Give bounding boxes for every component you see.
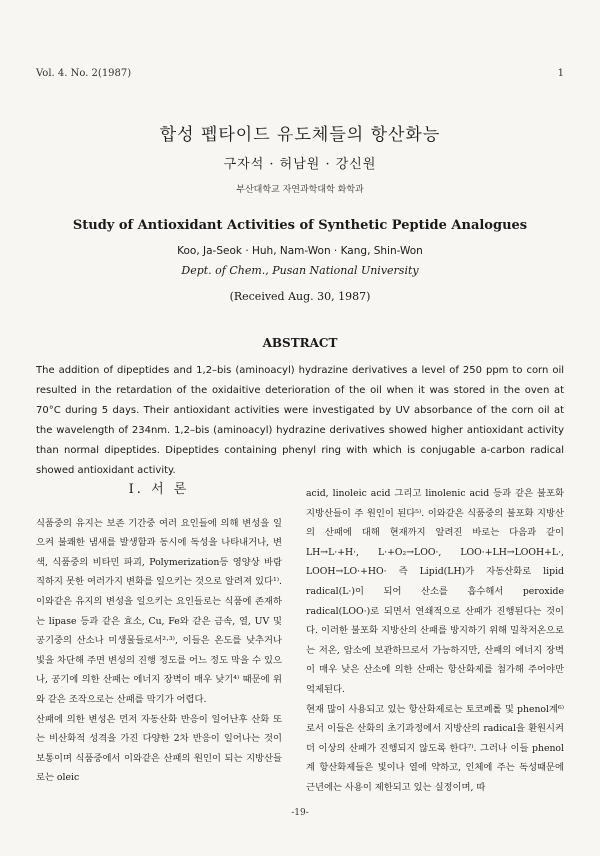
left-column [36,480,282,788]
english-title: Study of Antioxidant Activities of Synthetic Peptide Analogues [72,218,528,233]
left-paragraph-1: 식품중의 유지는 보존 기간중 여러 요인들에 의해 변성을 일으켜 불쾌한 냄새를 발생함과 동시에 독성을 나타내거나, 변색, 식품중의 비타민 파괴, Polymerization등 영양상 바람직하지 못한 여러가지 변화를 일으키는 것으로 알려져 있다¹⁾. 이와같은 유지의 변성을 일으키는 요인들로는 식품에 존재하는 lipase 등과 같은 효소, Cu, Fe와 같은 금속, 열, UV 및 공기중의 산소나 미생물들로서²·³⁾, 이들은 온도를 낮추거나 빛을 차단해 주면 변성의 진행 정도를 어느 정도 막을 수 있으나, 공기에 의한 산패는 에너지 장벽이 매우 낮기⁴⁾ 때문에 위와 같은 조작으로는 산패를 막기가 어렵다. [36,517,282,705]
left-paragraph-2: 산패에 의한 변성은 먼저 자동산화 반응이 일어난후 산화 또는 비산화적 성격을 가진 다양한 2차 반응이 일어나는 것이 보통이며 식품중에서 이와같은 산패의 원인이 되는 지방산들로는 oleic [36,713,282,784]
english-affiliation: Dept. of Chem., Pusan National University [181,264,419,277]
running-head [36,68,564,79]
english-authors: Koo, Ja-Seok · Huh, Nam-Won · Kang, Shin-Won [177,245,423,257]
footer-page-number: -19- [291,808,309,818]
korean-affiliation: 부산대학교 자연과학대학 화학과 [236,185,364,195]
section-heading: I. 서 론 [128,482,190,497]
right-column [306,484,564,798]
abstract-heading: ABSTRACT [262,336,338,350]
abstract-body [36,361,564,481]
header-page-number: 1 [557,68,564,79]
right-paragraph-2: 현재 많이 사용되고 있는 항산화제로는 토코페롤 및 phenol계⁶⁾로서 이들은 산화의 초기과정에서 지방산의 radical을 환원시켜 더 이상의 산패가 진행되지 않도록 한다⁷⁾. 그러나 이들 phenol계 항산화제들은 빛이나 열에 약하고, 인체에 주는 독성때문에 근년에는 사용이 제한되고 있는 실정이며, 따 [306,703,564,793]
abstract-text: The addition of dipeptides and 1,2–bis (aminoacyl) hydrazine derivatives a level of 250 ppm to corn oil resulted in the retardation of the oxidaitive deterioration of the oil when it was stored in the oven at 70°C during 5 days. Their antioxidant activities were investigated by UV absorbance of the corn oil at the wavelength of 234nm. 1,2–bis (aminoacyl) hydrazine derivatives showed higher antioxidant activity than normal dipeptides. Dipeptides containing phenyl ring with which is conjugable a-carbon radical showed antioxidant activity. [36,365,564,476]
korean-authors: 구자석 · 허남원 · 강신원 [223,157,377,172]
journal-volume: Vol. 4. No. 2(1987) [36,68,132,79]
korean-title: 합성 펩타이드 유도체들의 항산화능 [159,125,441,145]
received-date: (Received Aug. 30, 1987) [229,290,371,303]
right-paragraph-1: acid, linoleic acid 그리고 linolenic acid 등과 같은 불포화 지방산들이 주 원인이 된다⁵⁾. 이와같은 식품중의 불포화 지방산의 산패에 대해 현재까지 알려진 바로는 다음과 같이 LH→L·+H·, L·+O₂→LOO·, LOO·+LH→LOOH+L·, LOOH→LO·+HO· 즉 Lipid(LH)가 자동산화로 lipid radical(L·)이 되어 산소를 흡수해서 peroxide radical(LOO·)로 되면서 연쇄적으로 산패가 진행된다는 것이다. 이러한 불포화 지방산의 산패를 방지하기 위해 밀착저온으로는 저온, 암소에 보관하므로서 가능하지만, 산패의 에너지 장벽이 매우 낮은 산소에 의한 산패는 항산화제를 첨가해 주어야만 억제된다. [306,488,564,695]
